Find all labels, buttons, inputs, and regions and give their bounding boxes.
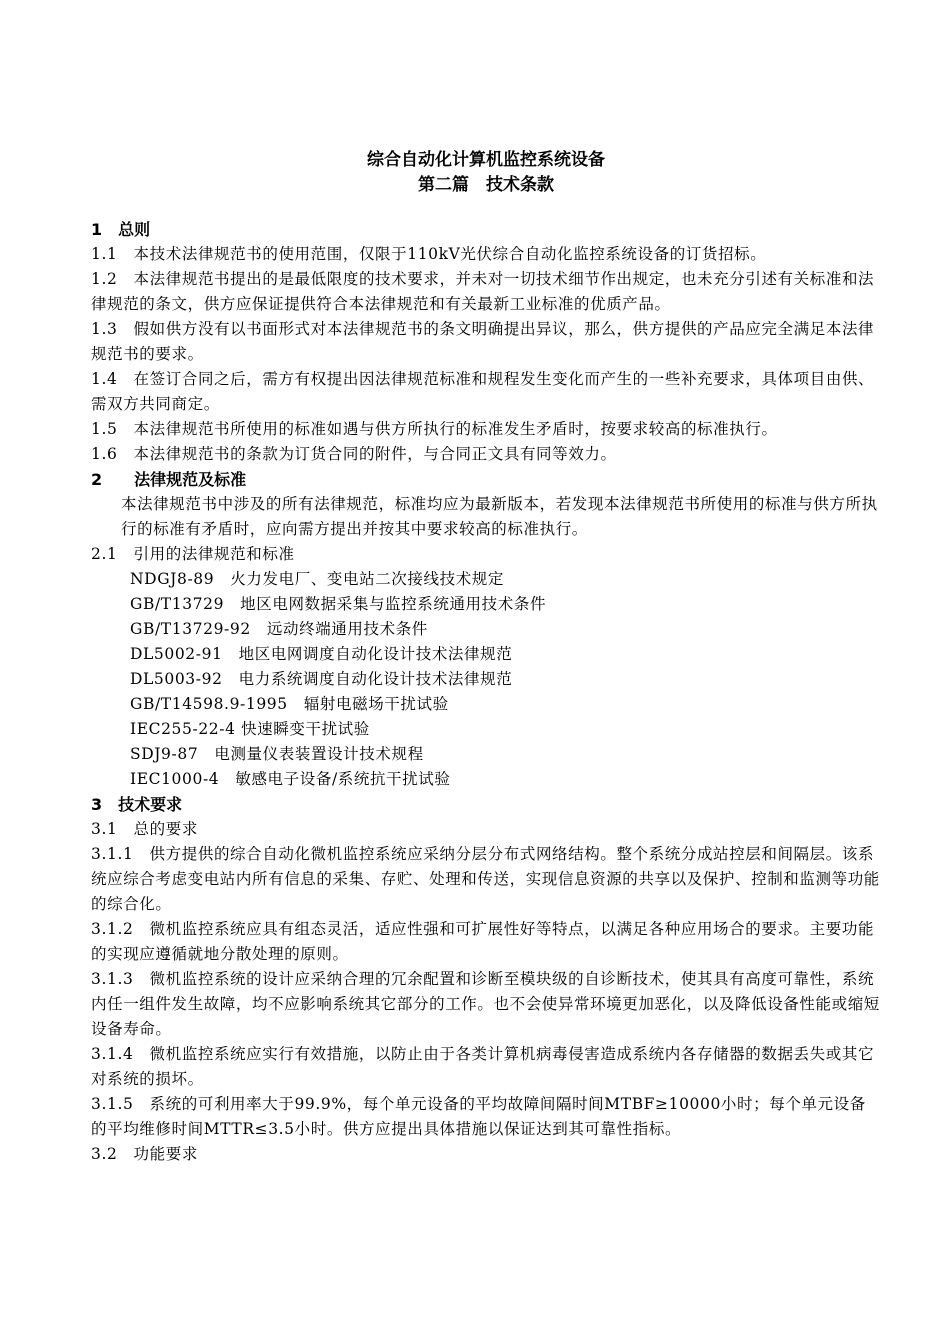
section-2-intro: 本法律规范书中涉及的所有法律规范，标准均应为最新版本，若发现本法律规范书所使用的标准与供方所执行的标准有矛盾时，应向需方提出并按其中要求较高的标准执行。 — [121, 495, 878, 538]
clause-3-1-1: 3.1.1 供方提供的综合自动化微机监控系统应采纳分层分布式网络结构。整个系统分成站控层和间隔层。该系统应综合考虑变电站内所有信息的采集、存贮、处理和传送，实现信息资源的共享以及保护、控制和监测等功能的综合化。 — [91, 845, 880, 913]
standard-item: NDGJ8-89 火力发电厂、变电站二次接线技术规定 — [130, 570, 505, 588]
standard-item: GB/T13729 地区电网数据采集与监控系统通用技术条件 — [130, 595, 547, 613]
clause-3-1-2: 3.1.2 微机监控系统应具有组态灵活，适应性强和可扩展性好等特点，以满足各种应用场合的要求。主要功能的实现应遵循就地分散处理的原则。 — [91, 920, 875, 963]
clause-3-1-4: 3.1.4 微机监控系统应实行有效措施，以防止由于各类计算机病毒侵害造成系统内各存储器的数据丢失或其它对系统的损坏。 — [91, 1045, 875, 1088]
clause-1-3: 1.3 假如供方没有以书面形式对本法律规范书的条文明确提出异议，那么，供方提供的产品应完全满足本法律规范书的要求。 — [91, 320, 875, 363]
section-1-heading: 1 总则 — [91, 220, 151, 239]
clause-1-5: 1.5 本法律规范书所使用的标准如遇与供方所执行的标准发生矛盾时，按要求较高的标准执行。 — [91, 420, 778, 438]
clause-3-1: 3.1 总的要求 — [91, 820, 198, 838]
clause-1-6: 1.6 本法律规范书的条款为订货合同的附件，与合同正文具有同等效力。 — [91, 445, 617, 463]
clause-3-1-5: 3.1.5 系统的可利用率大于99.9%，每个单元设备的平均故障间隔时间MTBF≥10000小时；每个单元设备的平均维修时间MTTR≤3.5小时。供方应提出具体措施以保证达到其可靠性指标。 — [91, 1095, 866, 1138]
section-2-heading: 2 法律规范及标准 — [91, 470, 247, 489]
clause-3-2: 3.2 功能要求 — [91, 1145, 198, 1163]
standard-item: SDJ9-87 电测量仪表装置设计技术规程 — [130, 745, 424, 763]
standard-item: IEC1000-4 敏感电子设备/系统抗干扰试验 — [130, 770, 451, 788]
standard-item: DL5003-92 电力系统调度自动化设计技术法律规范 — [130, 670, 513, 688]
standard-item: DL5002-91 地区电网调度自动化设计技术法律规范 — [130, 645, 513, 663]
doc-title: 综合自动化计算机监控系统设备 — [367, 150, 605, 170]
section-3-heading: 3 技术要求 — [91, 795, 183, 814]
clause-1-1: 1.1 本技术法律规范书的使用范围，仅限于110kV光伏综合自动化监控系统设备的订货招标。 — [91, 245, 767, 263]
doc-subtitle: 第二篇 技术条款 — [418, 175, 554, 195]
document-page — [91, 148, 881, 1167]
standard-item: GB/T13729-92 远动终端通用技术条件 — [130, 620, 428, 638]
clause-1-2: 1.2 本法律规范书提出的是最低限度的技术要求，并未对一切技术细节作出规定，也未充分引述有关标准和法律规范的条文，供方应保证提供符合本法律规范和有关最新工业标准的优质产品。 — [91, 270, 875, 313]
clause-2-1: 2.1 引用的法律规范和标准 — [91, 545, 295, 563]
clause-1-4: 1.4 在签订合同之后，需方有权提出因法律规范标准和规程发生变化而产生的一些补充要求，具体项目由供、需双方共同商定。 — [91, 370, 875, 413]
clause-3-1-3: 3.1.3 微机监控系统的设计应采纳合理的冗余配置和诊断至模块级的自诊断技术，使其具有高度可靠性，系统内任一组件发生故障，均不应影响系统其它部分的工作。也不会使异常环境更加恶化，以及降低设备性能或缩短设备寿命。 — [91, 970, 880, 1038]
standard-item: GB/T14598.9-1995 辐射电磁场干扰试验 — [130, 695, 449, 713]
standard-item: IEC255-22-4 快速瞬变干扰试验 — [130, 720, 370, 738]
